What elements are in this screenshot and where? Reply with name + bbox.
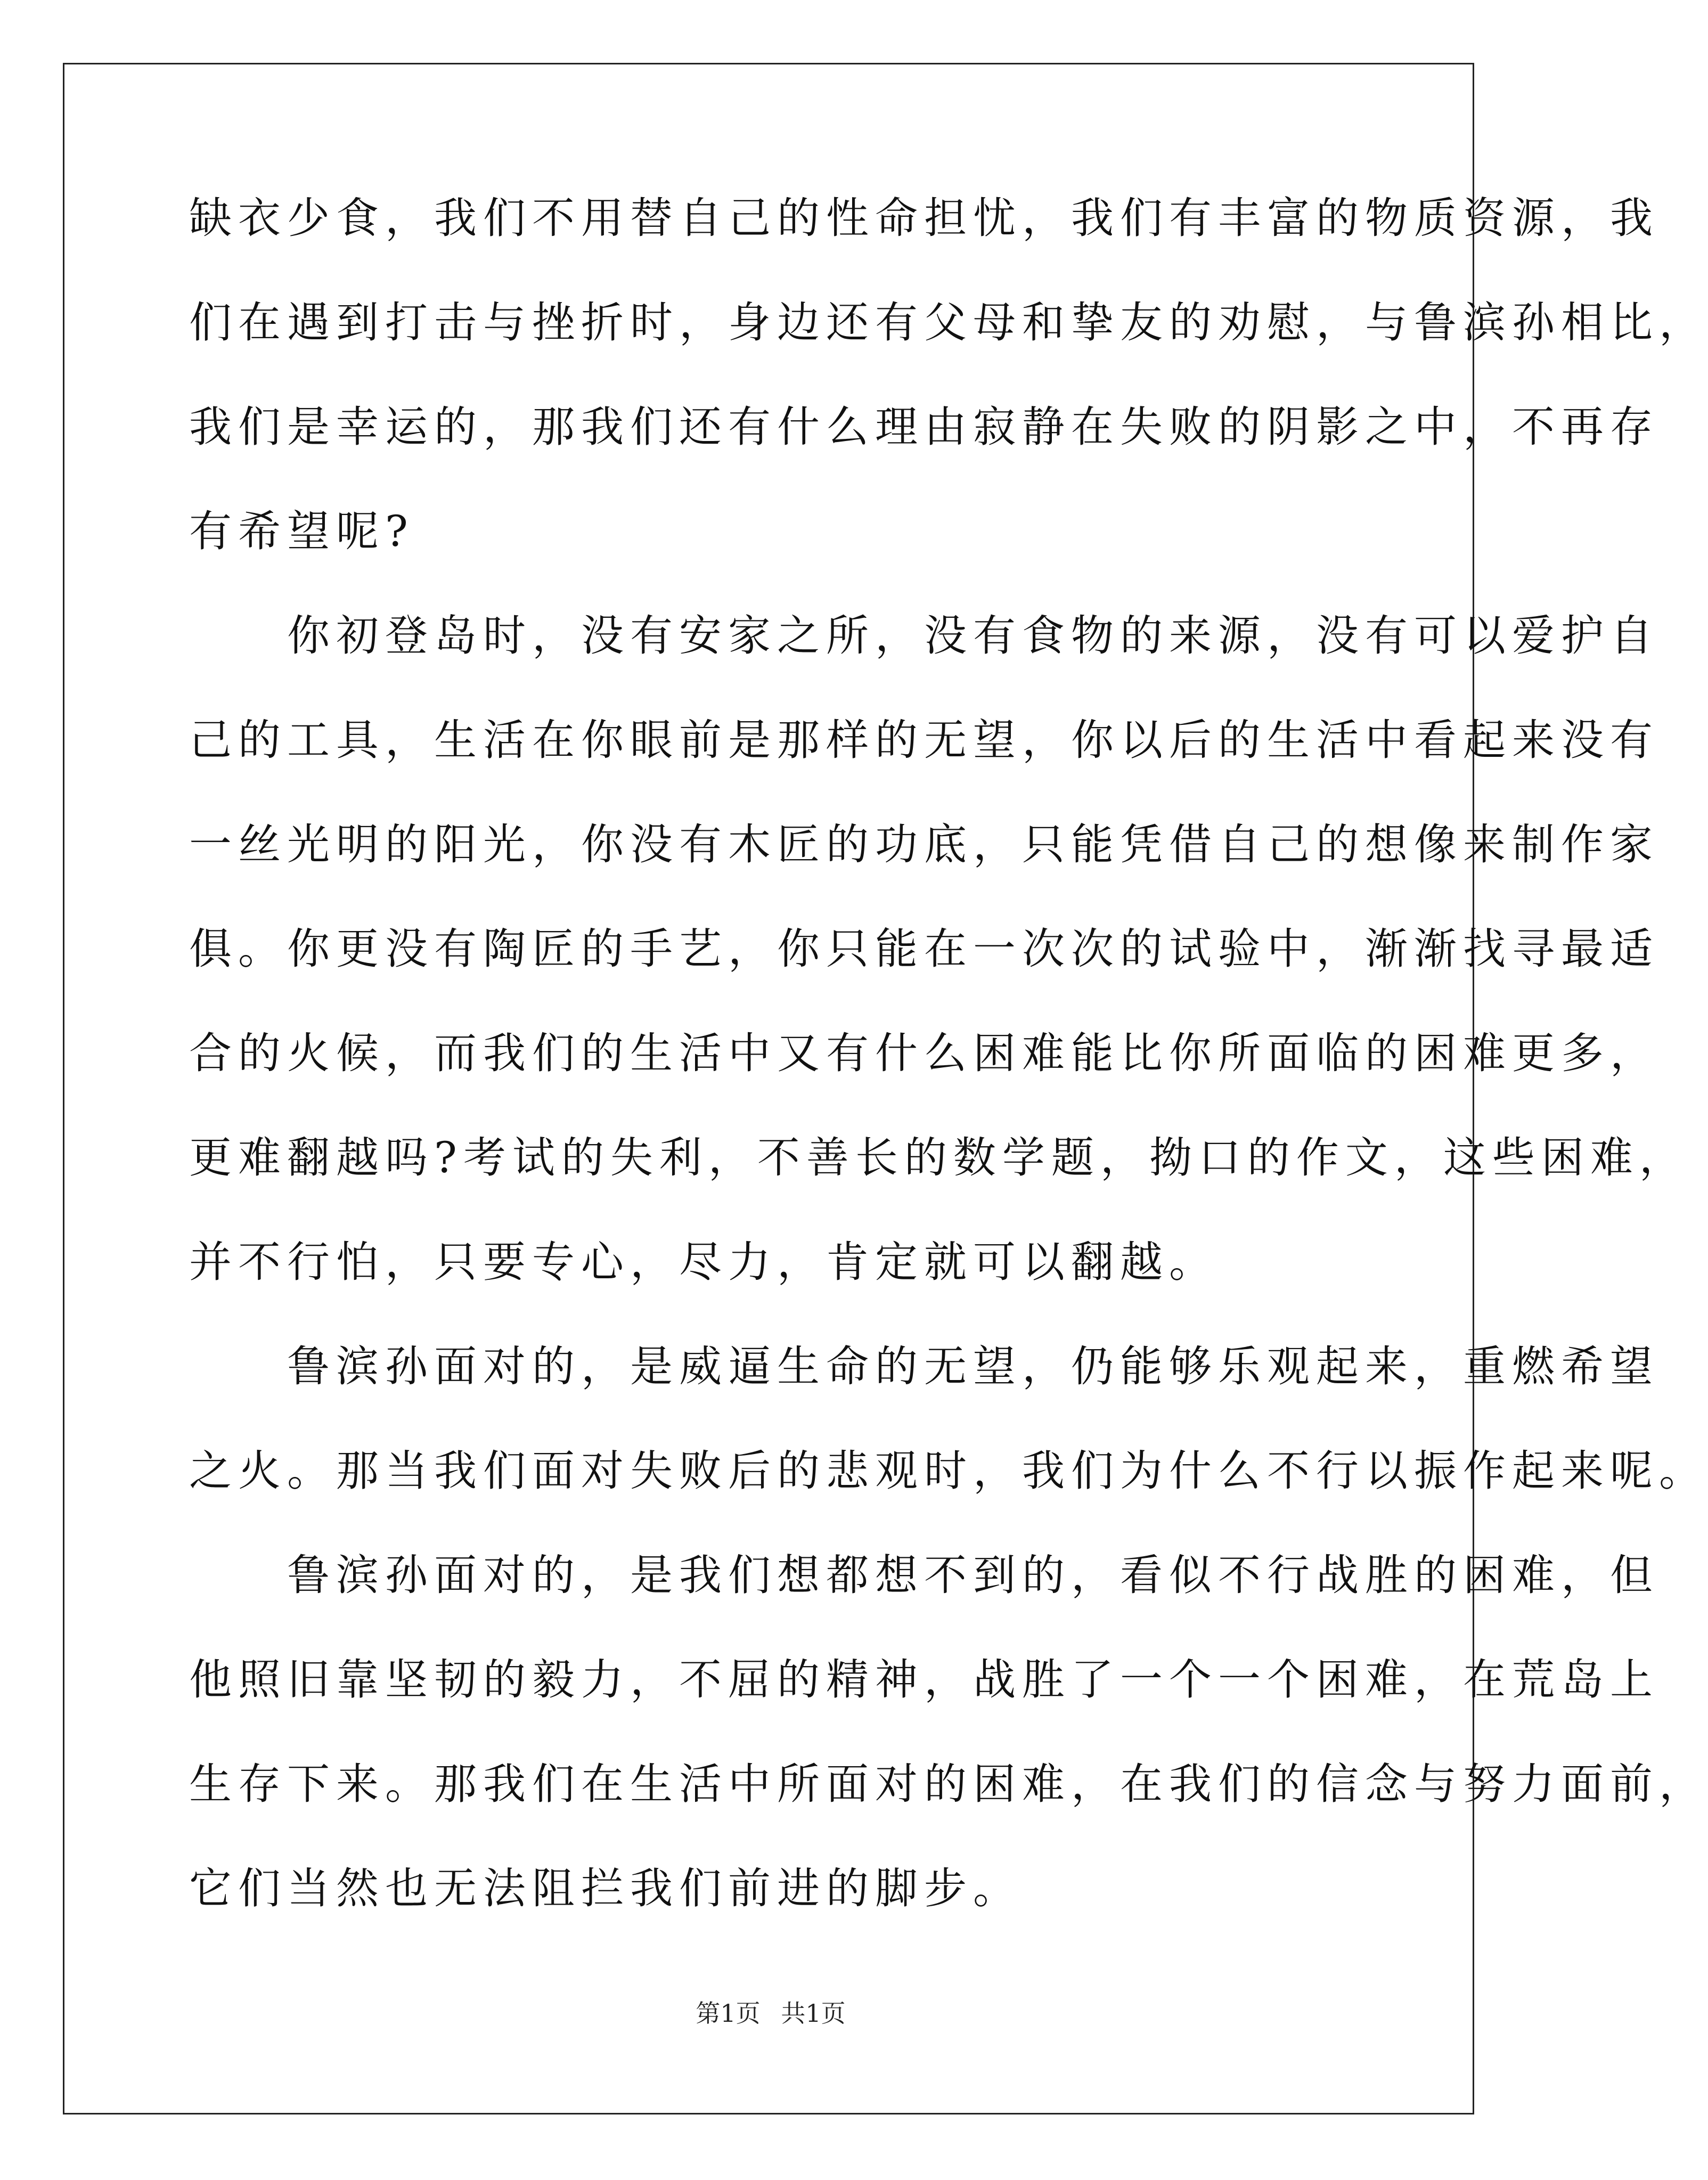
text-line: 他照旧靠坚韧的毅力，不屈的精神，战胜了一个一个困难，在荒岛上 — [189, 1655, 1659, 1704]
text-line: 生存下来。那我们在生活中所面对的困难，在我们的信念与努力面前， — [189, 1759, 1708, 1809]
text-line: 己的工具，生活在你眼前是那样的无望，你以后的生活中看起来没有 — [189, 715, 1659, 765]
text-line: 鲁滨孙面对的，是威逼生命的无望，仍能够乐观起来，重燃希望 — [189, 1342, 1659, 1391]
text-line: 有希望呢? — [189, 507, 414, 556]
text-line: 们在遇到打击与挫折时，身边还有父母和挚友的劝慰，与鲁滨孙相比， — [189, 298, 1708, 347]
text-line: 缺衣少食，我们不用替自己的性命担忧，我们有丰富的物质资源，我 — [189, 193, 1659, 243]
text-line: 你初登岛时，没有安家之所，没有食物的来源，没有可以爱护自 — [189, 611, 1659, 660]
text-line: 更难翻越吗?考试的失利，不善长的数学题，拗口的作文，这些困难， — [189, 1133, 1688, 1182]
page-footer — [0, 1997, 1541, 2029]
page-total: 共1页 — [781, 1999, 846, 2028]
text-line: 之火。那当我们面对失败后的悲观时，我们为什么不行以振作起来呢。 — [189, 1446, 1708, 1496]
page-number: 第1页 — [696, 1999, 761, 2028]
text-line: 并不行怕，只要专心，尽力，肯定就可以翻越。 — [189, 1237, 1218, 1287]
text-line: 俱。你更没有陶匠的手艺，你只能在一次次的试验中，渐渐找寻最适 — [189, 924, 1659, 974]
text-line: 我们是幸运的，那我们还有什么理由寂静在失败的阴影之中，不再存 — [189, 402, 1659, 452]
text-line: 它们当然也无法阻拦我们前进的脚步。 — [189, 1864, 1022, 1913]
text-line: 一丝光明的阳光，你没有木匠的功底，只能凭借自己的想像来制作家 — [189, 820, 1659, 869]
text-line: 合的火候，而我们的生活中又有什么困难能比你所面临的困难更多， — [189, 1028, 1659, 1078]
text-line: 鲁滨孙面对的，是我们想都想不到的，看似不行战胜的困难，但 — [189, 1550, 1659, 1600]
